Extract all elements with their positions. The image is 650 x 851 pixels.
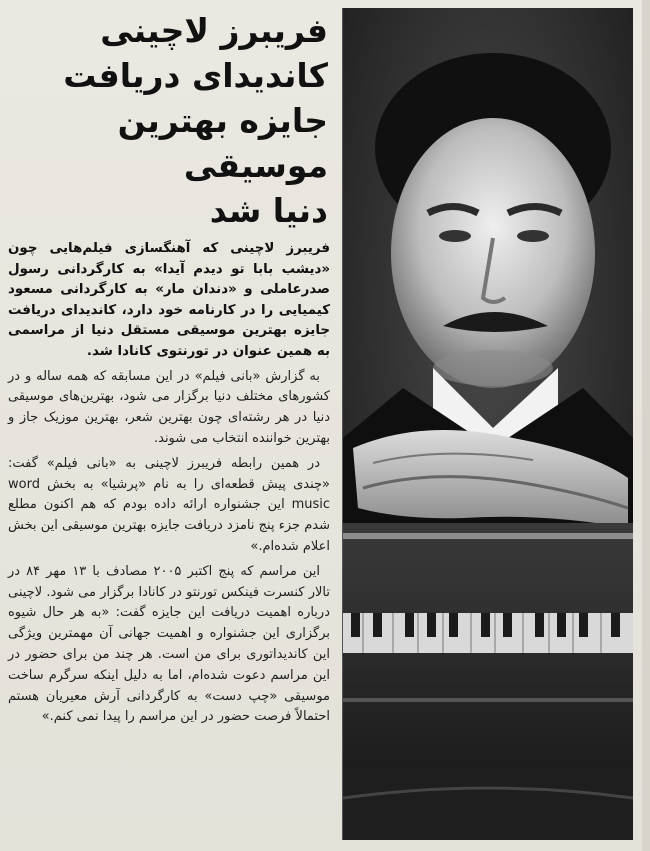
body-paragraph-2: در همین رابطه فریبرز لاچینی به «بانی فیلم» گفت: «چندی پیش قطعه‌ای را به نام «پرشیا» به بخش word music این جشنواره ارائه داده بودم که هم اکنون مطلع شدم جزء پنج نامزد دریافت جایزه بهترین موسیقی این بخش اعلام شده‌ام.» (8, 455, 330, 554)
headline (6, 8, 328, 233)
lead-paragraph: فریبرز لاچینی که آهنگسازی فیلم‌هایی چون «دیشب بابا تو دیدم آیدا» به کارگردانی رسول صدرعاملی و «دندان مار» به کارگردانی مسعود کیمیایی را در کارنامه خود دارد، کاندیدای دریافت جایزه بهترین موسیقی مستقل دنیا از مراسمی به همین عنوان در تورنتوی کانادا شد. (8, 241, 330, 359)
body-paragraph-3: این مراسم که پنج اکتبر ۲۰۰۵ مصادف با ۱۳ مهر ۸۴ در تالار کنسرت فینکس تورنتو در کانادا برگزار می شود. لاچینی درباره اهمیت دریافت این جایزه گفت: «به هر حال شیوه برگزاری این جشنواره و اهمیت جهانی آن مهمترین ویژگی این کاندیداتوری برای من است. هر چند من برای حضور در این مراسم دعوت شده‌ام، اما به دلیل اینکه سرگرم ساخت موسیقی «چپ دست» به کارگردانی آرش معیریان هستم احتمالاً فرصت حضور در این مراسم را پیدا نمی کنم.» (8, 563, 330, 725)
headline-line-3: جایزه بهترین موسیقی (117, 101, 328, 185)
body-paragraph-1: به گزارش «بانی فیلم» در این مسابقه که همه ساله و در کشورهای مختلف دنیا برگزار می شود، بهترین‌های موسیقی دنیا در هر رشته‌ای چون بهترین شعر، بهترین موزیک جاز و بهترین خواننده انتخاب می شوند. (8, 368, 330, 446)
portrait-photo (342, 8, 633, 840)
headline-line-2: کاندیدای دریافت (63, 56, 328, 95)
headline-line-1: فریبرز لاچینی (100, 11, 328, 50)
page-edge (642, 0, 650, 851)
article-body (6, 367, 334, 729)
portrait-illustration (343, 8, 633, 840)
article-column (6, 8, 334, 844)
headline-line-4: دنیا شد (209, 191, 328, 230)
